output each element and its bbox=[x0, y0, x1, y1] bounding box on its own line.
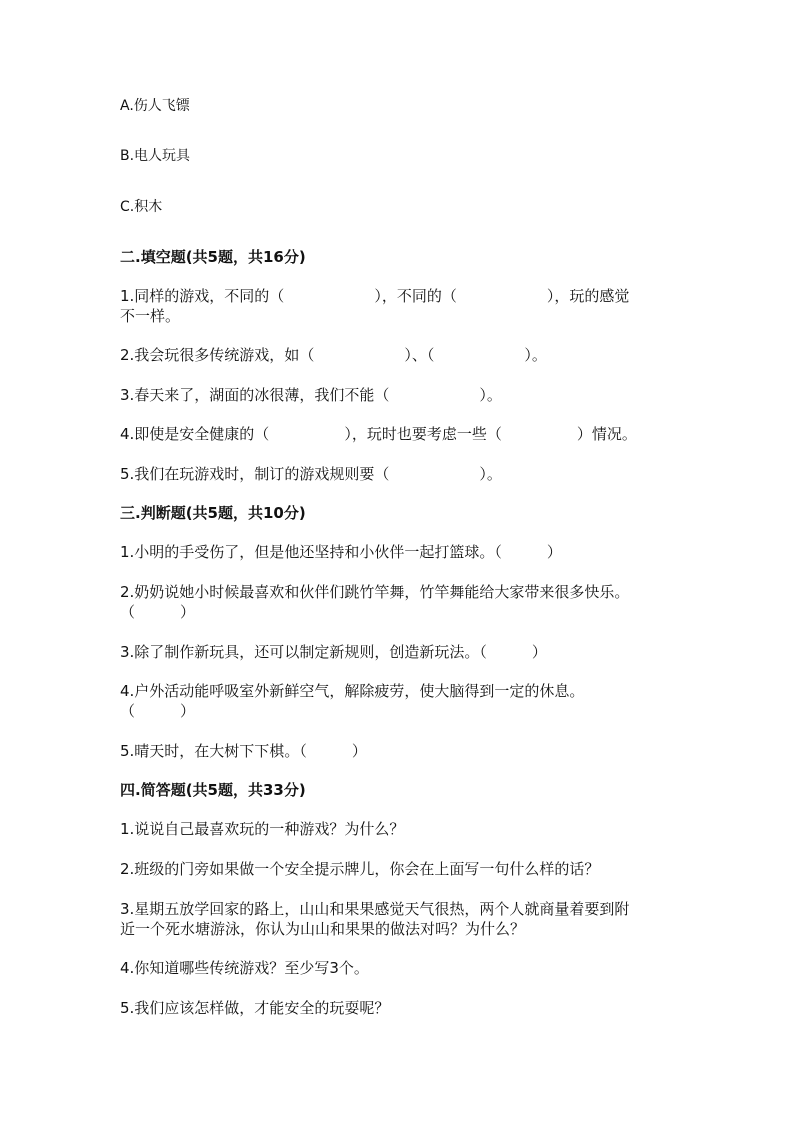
judge-question-2-line-1: 2.奶奶说她小时候最喜欢和伙伴们跳竹竿舞，竹竿舞能给大家带来很多快乐。 bbox=[120, 583, 630, 601]
fill-question-4: 4.即使是安全健康的（ ），玩时也要考虑一些（ ）情况。 bbox=[120, 425, 637, 443]
short-answer-question-1: 1.说说自己最喜欢玩的一种游戏？为什么？ bbox=[120, 820, 405, 838]
short-answer-question-4: 4.你知道哪些传统游戏？至少写3个。 bbox=[120, 959, 369, 977]
section-4-heading: 四.简答题(共5题，共33分) bbox=[120, 781, 306, 799]
judge-question-5: 5.晴天时，在大树下下棋。（ ） bbox=[120, 742, 367, 760]
judge-question-2-line-2: （ ） bbox=[120, 603, 196, 621]
judge-question-4-line-2: （ ） bbox=[120, 702, 196, 720]
judge-question-3: 3.除了制作新玩具，还可以制定新规则，创造新玩法。（ ） bbox=[120, 643, 547, 661]
judge-question-4 bbox=[120, 681, 680, 721]
judge-question-4-line-1: 4.户外活动能呼吸室外新鲜空气，解除疲劳，使大脑得到一定的休息。 bbox=[120, 682, 585, 700]
fill-question-5: 5.我们在玩游戏时，制订的游戏规则要（ ）。 bbox=[120, 465, 502, 483]
fill-question-1-line-1: 1.同样的游戏，不同的（ ），不同的（ ），玩的感觉 bbox=[120, 287, 630, 305]
fill-question-1 bbox=[120, 286, 680, 326]
option-c: C.积木 bbox=[120, 199, 163, 215]
short-answer-question-3 bbox=[120, 899, 680, 939]
judge-question-1: 1.小明的手受伤了，但是他还坚持和小伙伴一起打篮球。（ ） bbox=[120, 543, 562, 561]
fill-question-1-line-2: 不一样。 bbox=[120, 307, 181, 325]
option-a: A.伤人飞镖 bbox=[120, 98, 190, 114]
short-answer-question-3-line-2: 近一个死水塘游泳，你认为山山和果果的做法对吗？为什么？ bbox=[120, 920, 526, 938]
short-answer-question-3-line-1: 3.星期五放学回家的路上，山山和果果感觉天气很热，两个人就商量着要到附 bbox=[120, 900, 630, 918]
short-answer-question-5: 5.我们应该怎样做，才能安全的玩耍呢？ bbox=[120, 999, 390, 1017]
section-3-heading: 三.判断题(共5题，共10分) bbox=[120, 504, 306, 522]
fill-question-2: 2.我会玩很多传统游戏，如（ ）、（ ）。 bbox=[120, 346, 547, 364]
fill-question-3: 3.春天来了，湖面的冰很薄，我们不能（ ）。 bbox=[120, 386, 502, 404]
short-answer-question-2: 2.班级的门旁如果做一个安全提示牌儿，你会在上面写一句什么样的话？ bbox=[120, 860, 600, 878]
judge-question-2 bbox=[120, 582, 680, 622]
option-b: B.电人玩具 bbox=[120, 148, 191, 164]
section-2-heading: 二.填空题(共5题，共16分) bbox=[120, 248, 306, 266]
